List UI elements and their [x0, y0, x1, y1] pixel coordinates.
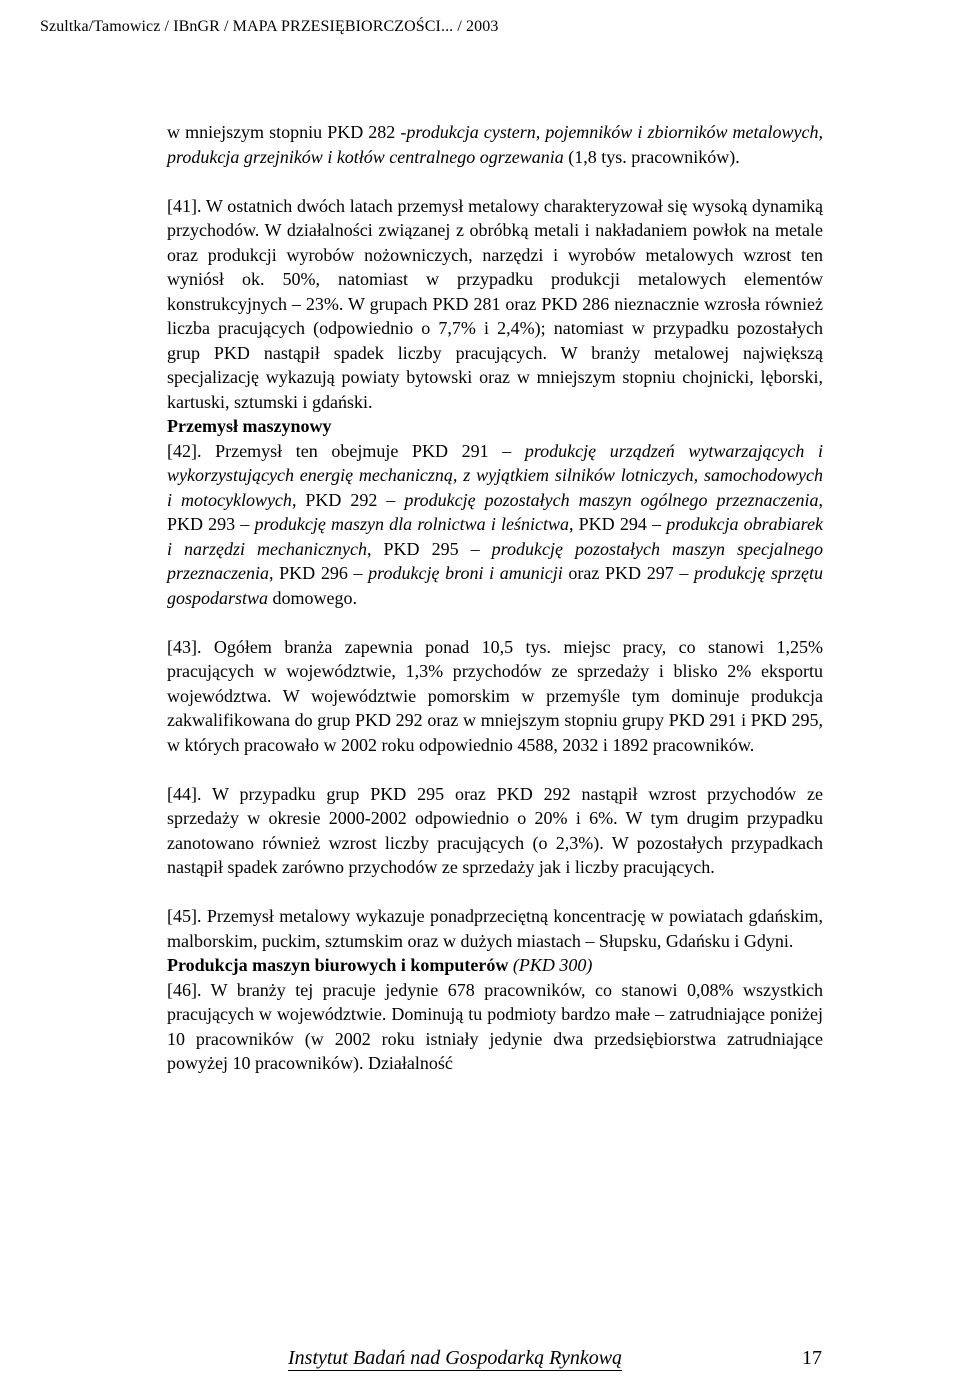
- paragraph-42: [42]. Przemysł ten obejmuje PKD 291 – produkcję urządzeń wytwarzających i wykorzystujących energię mechaniczną, z wyjątkiem silników lotniczych, samochodowych i motocyklowych, PKD 292 – produkcję pozostałych maszyn ogólnego przeznaczenia, PKD 293 – produkcję maszyn dla rolnictwa i leśnictwa, PKD 294 – produkcja obrabiarek i narzędzi mechanicznych, PKD 295 – produkcję pozostałych maszyn specjalnego przeznaczenia, PKD 296 – produkcję broni i amunicji oraz PKD 297 – produkcję sprzętu gospodarstwa domowego.: [167, 440, 823, 608]
- paragraph-41: [41]. W ostatnich dwóch latach przemysł metalowy charakteryzował się wysoką dynamiką przychodów. W działalności związanej z obróbką metali i nakładaniem powłok na metale oraz produkcji wyrobów nożowniczych, narzędzi i wyrobów metalowych wzrost ten wyniósł ok. 50%, natomiast w przypadku produkcji metalowych elementów konstrukcyjnych – 23%. W grupach PKD 281 oraz PKD 286 nieznacznie wzrosła również liczba pracujących (odpowiednio o 7,7% i 2,4%); natomiast w przypadku pozostałych grup PKD nastąpił spadek liczby pracujących. W branży metalowej największą specjalizację wykazują powiaty bytowski oraz w mniejszym stopniu chojnicki, lęborski, kartuski, sztumski i gdański.: [167, 195, 823, 412]
- footer-institute: Instytut Badań nad Gospodarką Rynkową: [288, 1347, 623, 1369]
- document-body: [167, 120, 823, 1076]
- running-header: Szultka/Tamowicz / IBnGR / MAPA PRZESIĘBIORCZOŚCI... / 2003: [40, 18, 499, 35]
- section-heading-office-machines: Produkcja maszyn biurowych i komputerów (PKD 300): [167, 955, 593, 975]
- paragraph-45: [45]. Przemysł metalowy wykazuje ponadprzeciętną koncentrację w powiatach gdańskim, malborskim, puckim, sztumskim oraz w dużych miastach – Słupsku, Gdańsku i Gdyni.: [167, 906, 823, 951]
- paragraph-46: [46]. W branży tej pracuje jedynie 678 pracowników, co stanowi 0,08% wszystkich pracujących w województwie. Dominują tu podmioty bardzo małe – zatrudniające poniżej 10 pracowników (w 2002 roku istniały jedynie dwa przedsiębiorstwa zatrudniające powyżej 10 pracowników). Działalność: [167, 979, 823, 1073]
- section-heading-machinery: Przemysł maszynowy: [167, 416, 332, 436]
- paragraph-43: [43]. Ogółem branża zapewnia ponad 10,5 tys. miejsc pracy, co stanowi 1,25% pracujących w województwie, 1,3% przychodów ze sprzedaży i blisko 2% eksportu województwa. W województwie pomorskim w przemyśle tym dominuje produkcja zakwalifikowana do grup PKD 292 oraz w mniejszym stopniu grupy PKD 291 i PKD 295, w których pracowało w 2002 roku odpowiednio 4588, 2032 i 1892 pracowników.: [167, 636, 823, 755]
- paragraph-continuation: w mniejszym stopniu PKD 282 -produkcja cystern, pojemników i zbiorników metalowych, produkcja grzejników i kotłów centralnego ogrzewania (1,8 tys. pracowników).: [167, 122, 824, 167]
- paragraph-44: [44]. W przypadku grup PKD 295 oraz PKD 292 nastąpił wzrost przychodów ze sprzedaży w okresie 2000-2002 odpowiednio o 20% i 6%. W tym drugim przypadku zanotowano również wzrost liczby pracujących (o 2,3%). W pozostałych przypadkach nastąpił spadek zarówno przychodów ze sprzedaży jak i liczby pracujących.: [167, 783, 823, 877]
- page-number: 17: [802, 1347, 822, 1369]
